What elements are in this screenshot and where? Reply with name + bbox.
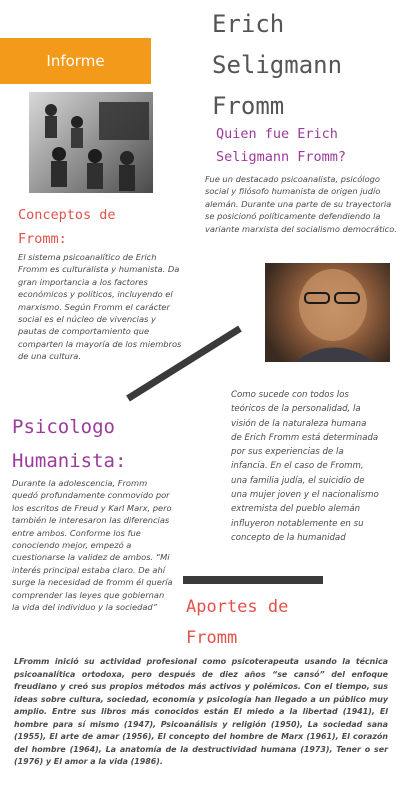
who-heading-line-2: Seligmann Fromm? [216, 149, 347, 165]
humanist-heading-line-2: Humanista: [12, 450, 127, 472]
contributions-heading [186, 592, 386, 654]
title-line-1: Erich [212, 10, 285, 38]
humanist-text: Durante la adolescencia, Fromm quedó profundamente conmovido por los escritos de Freud y Karl Marx, pero también le interesaron las diferencias entre ambos. Conforme los fue conociendo mejor, empezó a cuestionarse la validez de ambos. “Mi interés principal estaba claro. De ahí surge la necesidad de fromm él quería comprender las leyes que gobiernan la vida del individuo y la sociedad” [12, 478, 173, 613]
contributions-heading-line-1: Aportes de [186, 597, 289, 617]
who-text: Fue un destacado psicoanalista, psicólogo social y filósofo humanista de origen judío alemán. Durante una parte de su trayectoria se posicionó políticamente defendiendo la variante marxista del socialismo democrático. [205, 174, 397, 234]
informe-badge [0, 38, 151, 84]
concepts-heading-line-1: Conceptos de [18, 207, 116, 223]
who-heading [216, 123, 396, 169]
concepts-heading-line-2: Fromm: [18, 231, 67, 247]
humanist-heading-line-1: Psicologo [12, 416, 115, 438]
concepts-text: El sistema psicoanalítico de Erich Fromm es culturalista y humanista. Da gran importancia a los factores económicos y políticos, incluyendo el marxismo. Según Fromm el carácter social es el núcleo de vivencias y pautas de comportamiento que comparten la mayoría de los miembros de una cultura. [18, 252, 182, 362]
who-heading-line-1: Quien fue Erich [216, 126, 338, 142]
contributions-text: LFromm inició su actividad profesional como psicoterapeuta usando la técnica psicoanalítica ortodoxa, pero después de diez años “se cansó” del enfoque freudiano y creó sus propios métodos más activos y polémicos. Con el tiempo, sus ideas sobre cultura, sociedad, economía y psicología han llegado a un público muy amplio. Entre sus libros más conocidos están El miedo a la libertad (1941), El hombre para sí mismo (1947), Psicoanálisis y religión (1950), La sociedad sana (1955), El arte de amar (1956), El concepto del hombre de Marx (1961), El corazón del hombre (1964), La anatomía de la destructividad humana (1973), Tener o ser (1976) y El amor a la vida (1986). [14, 657, 388, 766]
page-title [212, 4, 398, 127]
concepts-heading [18, 203, 188, 251]
title-line-3: Fromm [212, 92, 285, 120]
humanist-heading [12, 410, 202, 478]
informe-label: Informe [46, 52, 105, 70]
classroom-photo [29, 92, 153, 193]
fromm-portrait [265, 263, 390, 362]
horizontal-divider [183, 576, 323, 584]
nature-text: Como sucede con todos los teóricos de la personalidad, la visión de la naturaleza humana de Erich Fromm está determinada por sus experiencias de la infancia. En el caso de Fromm, una familia judía, el suicidio de una mujer joven y el nacionalismo extremista del pueblo alemán influyeron notablemente en su concepto de la humanidad [231, 390, 379, 543]
title-line-2: Seligmann [212, 51, 343, 79]
contributions-heading-line-2: Fromm [186, 628, 238, 648]
